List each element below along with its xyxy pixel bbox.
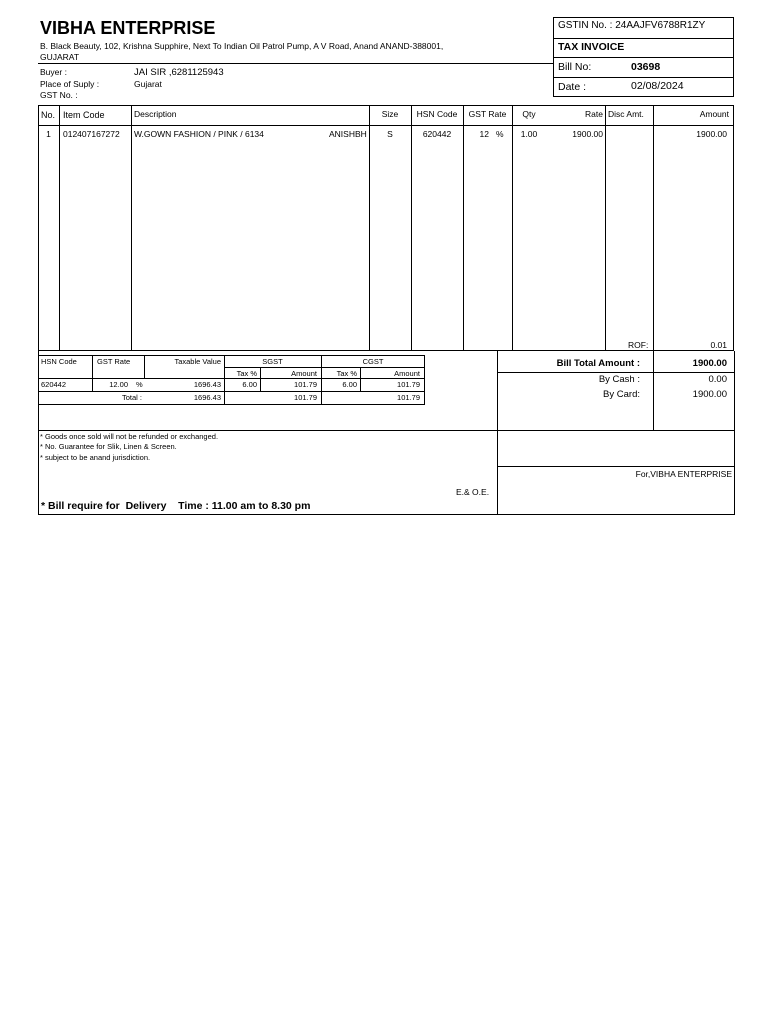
tax-row-hsn: 620442: [41, 380, 67, 389]
invoice-type: TAX INVOICE: [558, 41, 625, 53]
term-line: * No. Guarantee for Slik, Linen & Screen.: [40, 442, 177, 451]
tax-col-sgst: SGST: [262, 357, 283, 366]
header-divider: [38, 63, 553, 64]
item-gst-pct: %: [496, 129, 504, 139]
col-gst-rate: GST Rate: [468, 109, 507, 119]
rof-value: 0.01: [710, 340, 727, 350]
by-cash-label: By Cash :: [598, 374, 640, 385]
items-table: [38, 105, 734, 351]
tax-col-taxable: Taxable Value: [174, 357, 221, 366]
place-label: Place of Suply :: [40, 79, 100, 89]
col-qty: Qty: [522, 109, 536, 119]
col-size: Size: [381, 109, 399, 119]
gstin: GSTIN No. : 24AAJFV6788R1ZY: [558, 20, 706, 31]
item-gst-rate: 12: [479, 129, 489, 139]
item-description: W.GOWN FASHION / PINK / 6134: [134, 129, 264, 139]
sgst-amount-header: Amount: [291, 369, 317, 378]
item-qty: 1.00: [520, 129, 538, 139]
cgst-tax-pct-header: Tax %: [336, 369, 357, 378]
tax-total-sgst: 101.79: [294, 393, 317, 402]
delivery-note: * Bill require for Delivery Time : 11.00 am to 8.30 pm: [41, 500, 311, 512]
sgst-tax-pct-header: Tax %: [236, 369, 257, 378]
eoe-note: E.& O.E.: [456, 487, 490, 497]
tax-col-gst-rate: GST Rate: [97, 357, 131, 366]
cgst-amount-header: Amount: [394, 369, 420, 378]
tax-row-sgst-pct: 6.00: [242, 380, 257, 389]
col-rate: Rate: [585, 109, 603, 119]
item-amount: 1900.00: [696, 129, 727, 139]
col-no: No.: [41, 110, 56, 120]
bill-total-label: Bill Total Amount :: [556, 358, 640, 369]
by-card-value: 1900.00: [692, 389, 727, 400]
bill-no: 03698: [631, 61, 661, 73]
date-label: Date :: [558, 81, 587, 93]
col-description: Description: [134, 109, 177, 119]
item-rate: 1900.00: [572, 129, 603, 139]
tax-row-cgst-amt: 101.79: [397, 380, 420, 389]
tax-row-sgst-amt: 101.79: [294, 380, 317, 389]
for-company: For,VIBHA ENTERPRISE: [635, 469, 732, 479]
col-disc: Disc Amt.: [608, 109, 644, 119]
company-name: VIBHA ENTERPRISE: [40, 18, 216, 38]
item-no: 1: [46, 129, 51, 139]
gst-no-label: GST No. :: [40, 90, 78, 100]
tax-row-taxable: 1696.43: [193, 380, 221, 389]
tax-total-taxable: 1696.43: [193, 393, 221, 402]
tax-row-cgst-pct: 6.00: [342, 380, 357, 389]
term-line: * Goods once sold will not be refunded or exchanged.: [40, 432, 219, 441]
company-state: GUJARAT: [40, 52, 80, 62]
place-value: Gujarat: [134, 79, 162, 89]
col-item-code: Item Code: [63, 110, 105, 120]
bill-no-label: Bill No:: [558, 61, 592, 73]
item-size: S: [387, 129, 393, 139]
col-amount: Amount: [699, 109, 729, 119]
invoice-date: 02/08/2024: [631, 80, 684, 92]
by-card-label: By Card:: [603, 389, 640, 400]
item-code: 012407167272: [63, 129, 120, 139]
buyer-value: JAI SIR ,6281125943: [134, 67, 224, 78]
rof-label: ROF:: [628, 340, 649, 350]
bill-total-value: 1900.00: [692, 358, 727, 369]
tax-col-hsn: HSN Code: [41, 357, 77, 366]
by-cash-value: 0.00: [708, 374, 727, 385]
item-brand: ANISHBH: [329, 129, 367, 139]
term-line: * subject to be anand jurisdiction.: [40, 453, 151, 462]
buyer-label: Buyer :: [40, 67, 67, 77]
company-address: B. Black Beauty, 102, Krishna Supphire, Next To Indian Oil Patrol Pump, A V Road, Anand ANAND-388001,: [40, 41, 444, 51]
tax-total-label: Total :: [121, 393, 142, 402]
col-hsn: HSN Code: [416, 109, 458, 119]
tax-total-cgst: 101.79: [397, 393, 420, 402]
tax-row-pct: %: [136, 380, 143, 389]
tax-row-gst-rate: 12.00: [109, 380, 128, 389]
tax-col-cgst: CGST: [362, 357, 384, 366]
item-hsn: 620442: [422, 129, 452, 139]
